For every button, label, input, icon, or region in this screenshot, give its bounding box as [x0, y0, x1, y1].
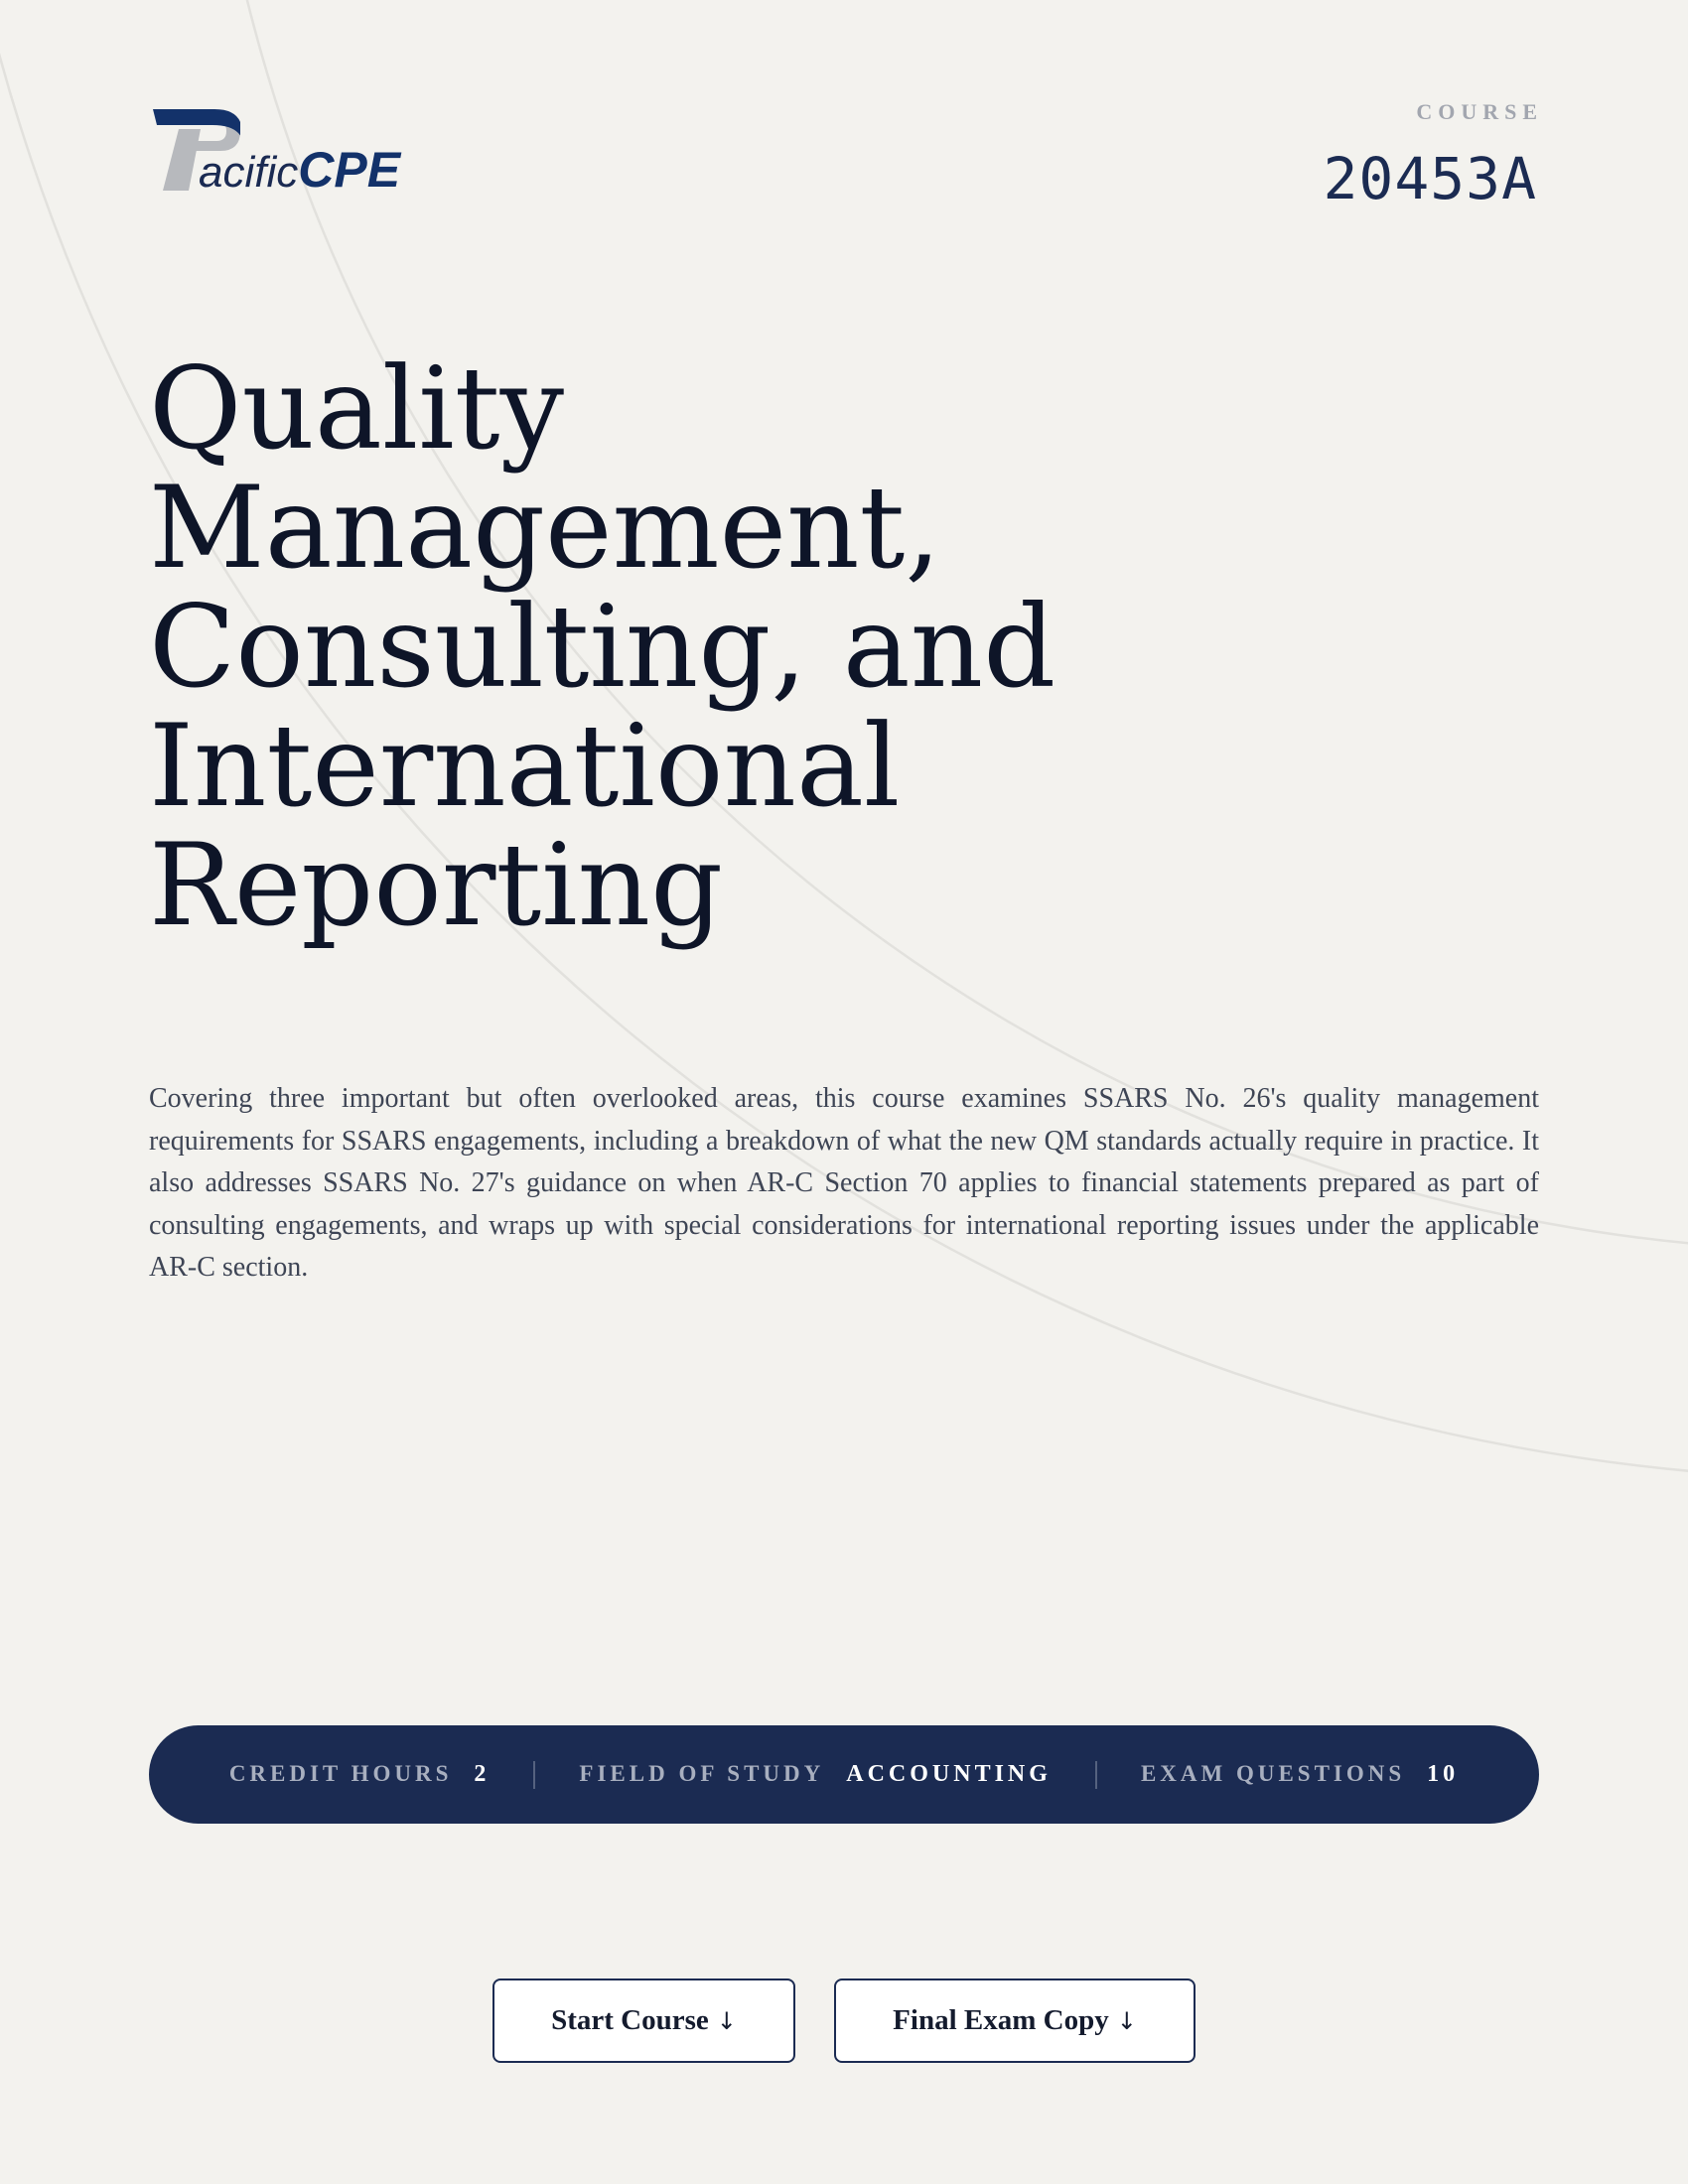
arrow-down-icon: ↓ [716, 2006, 737, 2035]
pacific-cpe-logo[interactable] [151, 99, 409, 199]
stat-value: 2 [474, 1761, 491, 1787]
stat-divider [1095, 1761, 1097, 1789]
final-exam-copy-button[interactable] [834, 1979, 1196, 2063]
logo-wordmark-part1: acific [199, 148, 299, 197]
start-course-button[interactable] [492, 1979, 795, 2063]
course-title-line: Management, [149, 462, 941, 594]
final-exam-copy-label: Final Exam Copy [893, 2004, 1109, 2036]
stat-label: CREDIT HOURS [228, 1761, 453, 1786]
stat-divider [533, 1761, 535, 1789]
logo-wordmark-part2: CPE [298, 142, 401, 198]
course-label: COURSE [1416, 99, 1543, 124]
arrow-down-icon: ↓ [1116, 2006, 1137, 2035]
course-title [149, 342, 1241, 951]
logo-wordmark [199, 142, 401, 198]
course-title-line: Quality [149, 342, 564, 475]
stat-label: FIELD OF STUDY [579, 1761, 825, 1786]
stat-field-of-study [579, 1761, 1052, 1788]
course-description: Covering three important but often overlooked areas, this course examines SSARS No. 26's quality management requirements for SSARS engagements, including a breakdown of what the new QM standards actually require in practice. It also addresses SSARS No. 27's guidance on when AR-C Section 70 applies to financial statements prepared as part of consulting engagements, and wraps up with special considerations for international reporting issues under the applicable AR-C section. [149, 1083, 1539, 1283]
stat-label: EXAM QUESTIONS [1140, 1761, 1406, 1786]
course-code: 20453A [1323, 145, 1537, 212]
start-course-label: Start Course [551, 2004, 709, 2036]
stat-value: 10 [1427, 1761, 1460, 1787]
course-stats-bar [149, 1725, 1539, 1824]
course-title-line: Reporting [149, 819, 724, 951]
course-title-line: International [149, 700, 901, 832]
stat-credit-hours [229, 1761, 491, 1788]
stat-exam-questions [1141, 1761, 1459, 1788]
course-title-line: Consulting, and [149, 581, 1056, 713]
stat-value: ACCOUNTING [846, 1761, 1052, 1787]
